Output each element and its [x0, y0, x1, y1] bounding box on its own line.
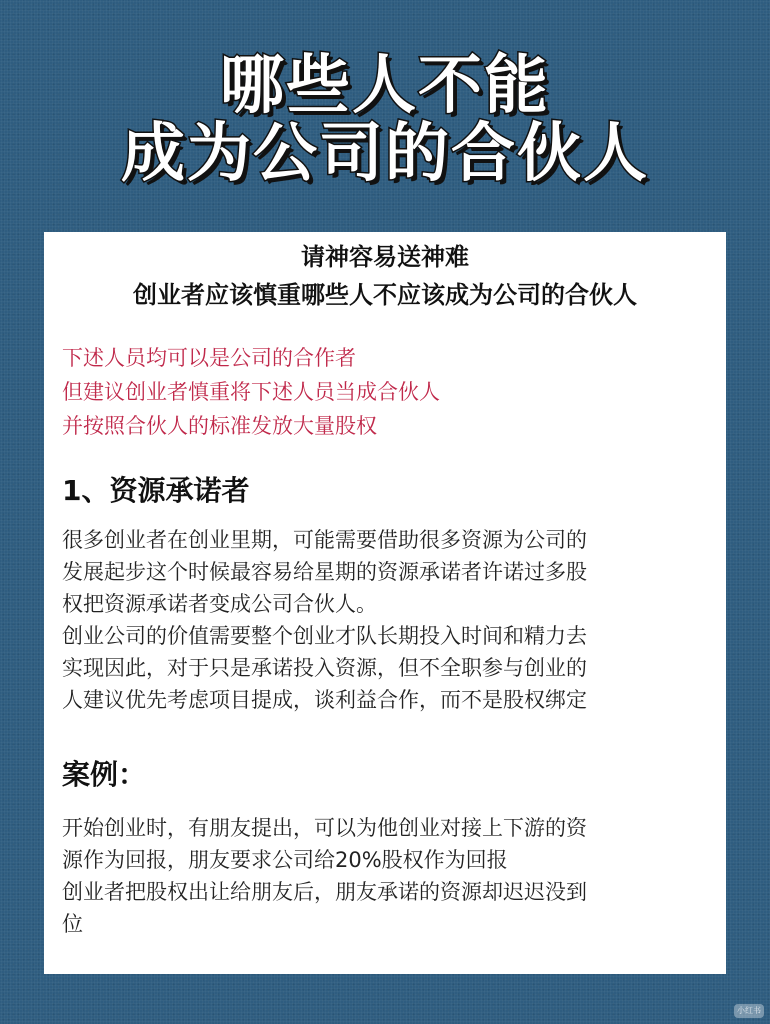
section-1-line-5: 实现因此，对于只是承诺投入资源，但不全职参与创业的	[62, 656, 587, 680]
watermark-logo: 小红书	[734, 1004, 764, 1018]
section-2-line-1: 开始创业时，有朋友提出，可以为他创业对接上下游的资	[62, 816, 587, 840]
section-1-line-2: 发展起步这个时候最容易给星期的资源承诺者许诺过多股	[62, 560, 587, 584]
card-heading-2: 创业者应该慎重哪些人不应该成为公司的合伙人	[133, 281, 637, 309]
section-2-line-3: 创业者把股权出让给朋友后，朋友承诺的资源却迟迟没到	[62, 880, 587, 904]
section-1-line-4: 创业公司的价值需要整个创业才队长期投入时间和精力去	[62, 624, 587, 648]
content-card	[44, 232, 726, 974]
section-1-line-6: 人建议优先考虑项目提成，谈利益合作，而不是股权绑定	[62, 688, 587, 712]
page-title-line-2: 成为公司的合伙人	[121, 117, 649, 191]
section-1-line-3: 权把资源承诺者变成公司合伙人。	[62, 592, 377, 616]
page-title-line-1: 哪些人不能	[220, 49, 550, 123]
card-heading-1: 请神容易送神难	[301, 243, 469, 271]
section-1-title: 1、资源承诺者	[62, 474, 250, 507]
intro-line-1: 下述人员均可以是公司的合作者	[62, 346, 356, 370]
section-2-title: 案例：	[62, 758, 147, 791]
section-1-line-1: 很多创业者在创业里期，可能需要借助很多资源为公司的	[62, 528, 587, 552]
intro-line-3: 并按照合伙人的标准发放大量股权	[62, 414, 377, 438]
intro-line-2: 但建议创业者慎重将下述人员当成合伙人	[62, 380, 440, 404]
section-2-line-4: 位	[62, 912, 83, 936]
section-2-line-2: 源作为回报，朋友要求公司给20%股权作为回报	[62, 848, 508, 872]
